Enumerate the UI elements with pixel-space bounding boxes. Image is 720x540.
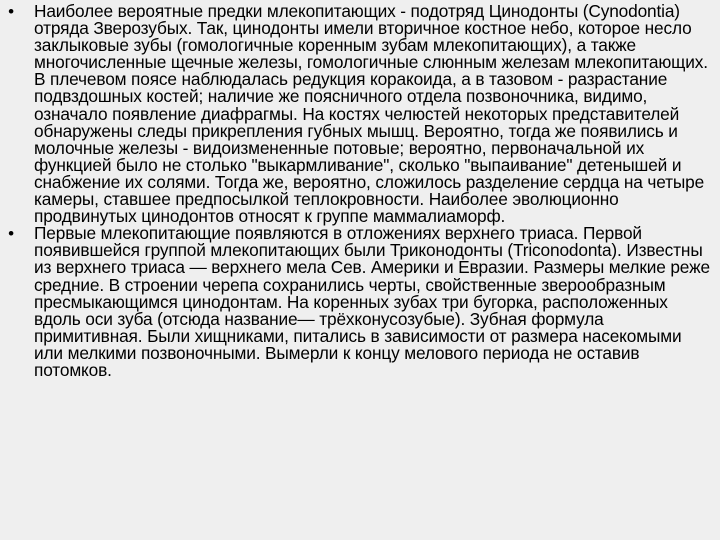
bullet-item-first-mammals	[0, 225, 720, 379]
bullet-text: Наиболее вероятные предки млекопитающих - подотряд Цинодонты (Cynodontia) отряда Зверозубых. Так, цинодонты имели вторичное костное небо, которое несло заклыковые зубы (гомологичные коренным зубам млекопитающих), а также многочисленные щечные железы, гомологичные слюнным железам млекопитающих. В плечевом поясе наблюдалась редукция коракоида, а в тазовом - разрастание подвздошных костей; наличие же поясничного отдела позвоночника, видимо, означало появление диафрагмы. На костях челюстей некоторых представителей обнаружены следы прикрепления губных мышц. Вероятно, тогда же появились и молочные железы - видоизмененные потовые; вероятно, первоначальной их функцией было не столько "выкармливание", сколько "выпаивание" детенышей и снабжение их солями. Тогда же, вероятно, сложилось разделение сердца на четыре камеры, ставшее предпосылкой теплокровности. Наиболее эволюционно продвинутых цинодонтов относят к группе маммалиаморф.	[34, 1, 708, 227]
bullet-item-cynodonts	[0, 3, 720, 225]
bullet-point-icon: •	[8, 224, 14, 244]
bullet-point-icon: •	[8, 2, 14, 21]
bullet-list	[0, 3, 720, 379]
bullet-text: Первые млекопитающие появляются в отложениях верхнего триаса. Первой появившейся группой млекопитающих были Триконодонты (Triconodonta). Известны из верхнего триаса — верхнего мела Сев. Америки и Евразии. Размеры мелкие реже средние. В строении черепа сохранились черты, свойственные зверообразным пресмыкающимся цинодонтам. На коренных зубах три бугорка, расположенных вдоль оси зуба (отсюда название— трёхконусозубые). Зубная формула примитивная. Были хищниками, питались в зависимости от размера насекомыми или мелкими позвоночными. Вымерли к концу мелового периода не оставив потомков.	[34, 223, 710, 380]
